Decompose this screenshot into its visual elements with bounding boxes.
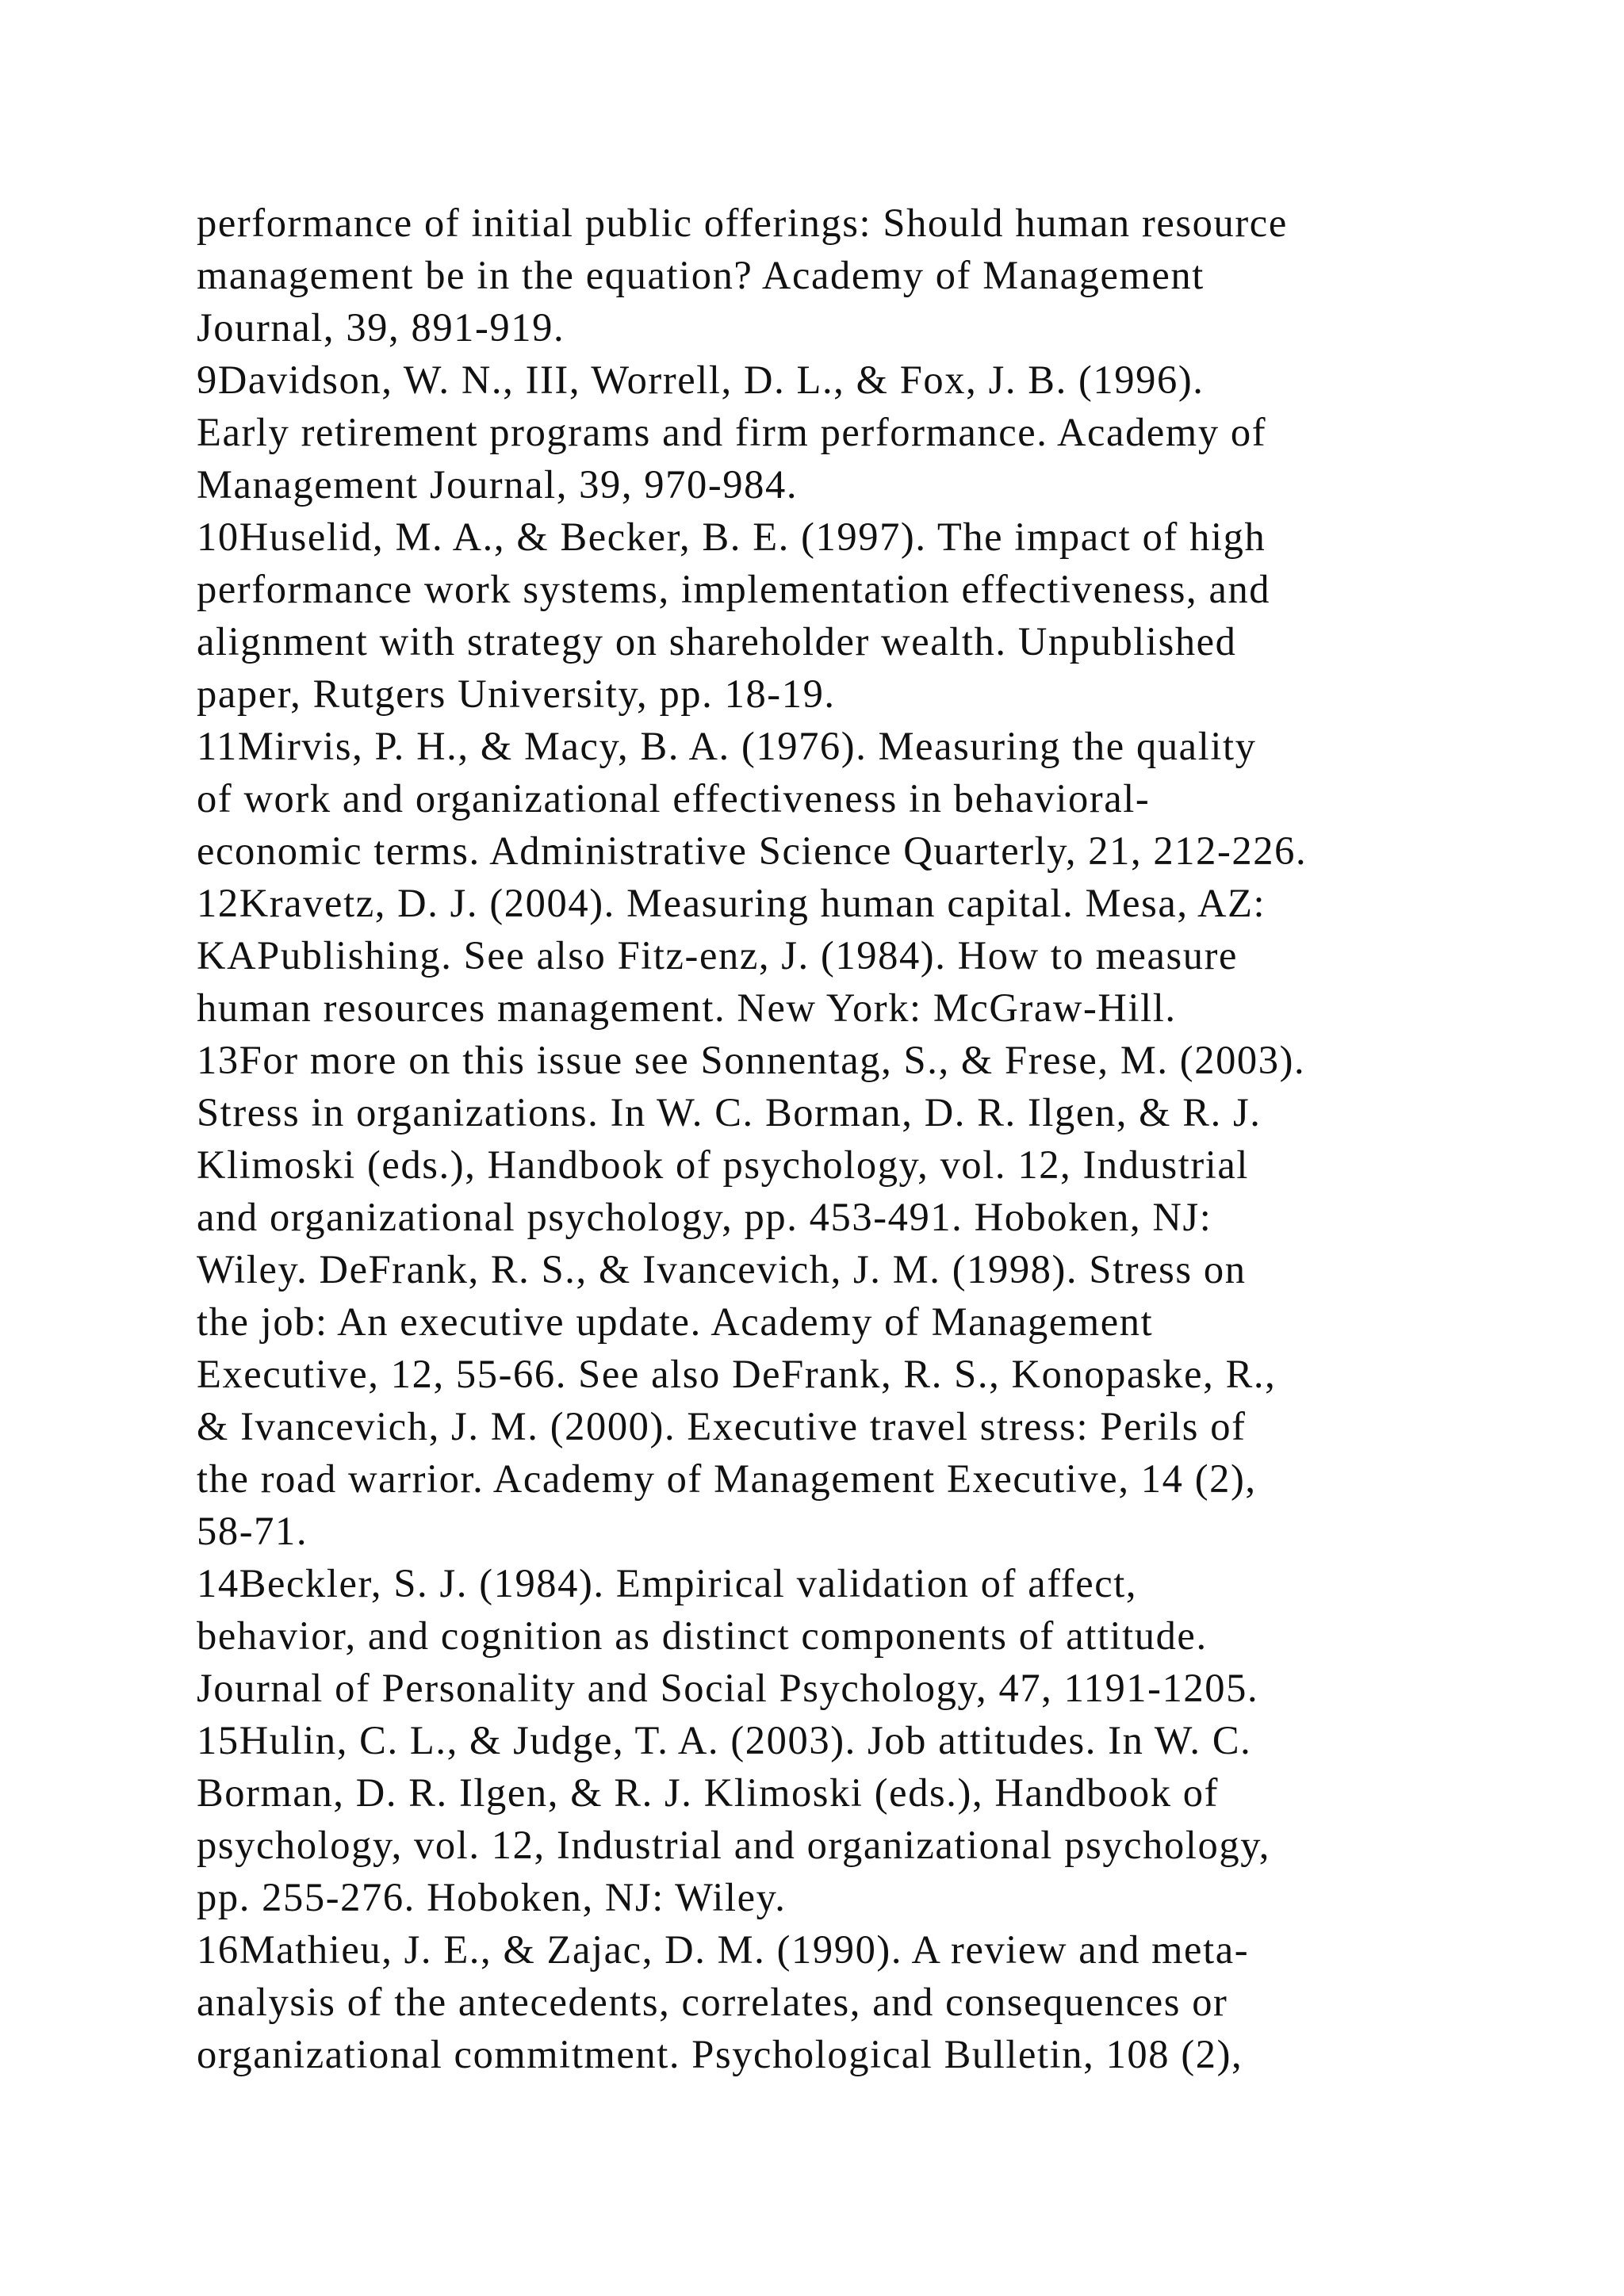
text-line: Early retirement programs and firm performance. Academy of <box>197 410 1267 454</box>
text-line: of work and organizational effectiveness in behavioral- <box>197 776 1151 821</box>
text-line: organizational commitment. Psychological Bulletin, 108 (2), <box>197 2032 1243 2076</box>
text-line: Journal of Personality and Social Psychology, 47, 1191-1205. <box>197 1666 1259 1710</box>
text-line: human resources management. New York: McGraw-Hill. <box>197 985 1177 1030</box>
reference-14: 14Beckler, S. J. (1984). Empirical validation of affect, <box>197 1561 1138 1605</box>
reference-13: 13For more on this issue see Sonnentag, S., & Frese, M. (2003). <box>197 1038 1306 1082</box>
text-line: performance of initial public offerings: Should human resource <box>197 201 1288 245</box>
text-line: management be in the equation? Academy of Management <box>197 253 1205 297</box>
text-line: behavior, and cognition as distinct components of attitude. <box>197 1613 1208 1658</box>
text-line: KAPublishing. See also Fitz-enz, J. (1984). How to measure <box>197 933 1239 978</box>
text-line: Executive, 12, 55-66. See also DeFrank, R. S., Konopaske, R., <box>197 1352 1277 1396</box>
text-line: Management Journal, 39, 970-984. <box>197 462 799 507</box>
references-text <box>197 197 1497 2080</box>
text-line: 58-71. <box>197 1509 308 1553</box>
text-line: economic terms. Administrative Science Quarterly, 21, 212-226. <box>197 828 1308 873</box>
reference-11: 11Mirvis, P. H., & Macy, B. A. (1976). Measuring the quality <box>197 724 1257 768</box>
text-line: Borman, D. R. Ilgen, & R. J. Klimoski (eds.), Handbook of <box>197 1770 1220 1815</box>
text-line: & Ivancevich, J. M. (2000). Executive travel stress: Perils of <box>197 1404 1247 1448</box>
text-line: Wiley. DeFrank, R. S., & Ivancevich, J. M. (1998). Stress on <box>197 1247 1247 1292</box>
text-line: Klimoski (eds.), Handbook of psychology, vol. 12, Industrial <box>197 1142 1250 1187</box>
text-line: Journal, 39, 891-919. <box>197 305 565 350</box>
reference-15: 15Hulin, C. L., & Judge, T. A. (2003). Job attitudes. In W. C. <box>197 1718 1252 1762</box>
text-line: psychology, vol. 12, Industrial and organizational psychology, <box>197 1823 1271 1867</box>
reference-12: 12Kravetz, D. J. (2004). Measuring human capital. Mesa, AZ: <box>197 881 1266 925</box>
text-line: performance work systems, implementation effectiveness, and <box>197 567 1271 611</box>
text-line: Stress in organizations. In W. C. Borman, D. R. Ilgen, & R. J. <box>197 1090 1262 1135</box>
text-line: analysis of the antecedents, correlates, and consequences or <box>197 1980 1228 2024</box>
reference-16: 16Mathieu, J. E., & Zajac, D. M. (1990). A review and meta- <box>197 1927 1250 1972</box>
text-line: pp. 255-276. Hoboken, NJ: Wiley. <box>197 1875 787 1919</box>
text-line: paper, Rutgers University, pp. 18-19. <box>197 672 836 716</box>
reference-10: 10Huselid, M. A., & Becker, B. E. (1997). The impact of high <box>197 515 1266 559</box>
text-line: alignment with strategy on shareholder wealth. Unpublished <box>197 619 1237 664</box>
reference-9: 9Davidson, W. N., III, Worrell, D. L., & Fox, J. B. (1996). <box>197 358 1205 402</box>
text-line: the job: An executive update. Academy of Management <box>197 1299 1154 1344</box>
text-line: and organizational psychology, pp. 453-491. Hoboken, NJ: <box>197 1195 1212 1239</box>
text-line: the road warrior. Academy of Management Executive, 14 (2), <box>197 1456 1257 1501</box>
